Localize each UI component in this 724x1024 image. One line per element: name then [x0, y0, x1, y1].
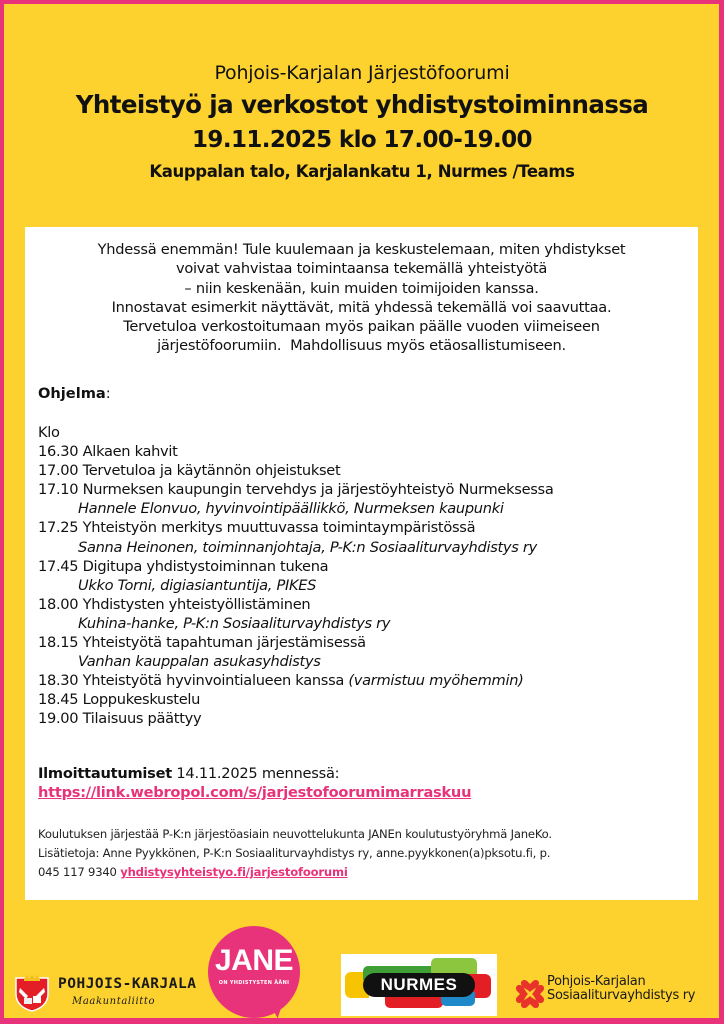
item-title: Yhteistyön merkitys muuttuvassa toimintaympäristössä: [82, 519, 476, 537]
item-time: 18.30: [38, 672, 79, 690]
item-title: Tervetuloa ja käytännön ohjeistukset: [82, 462, 341, 480]
event-datetime: 19.11.2025 klo 17.00-19.00: [192, 127, 532, 153]
item-time: 17.00: [38, 462, 79, 480]
intro-line: voivat vahvistaa toimintaansa tekemällä yhteistyötä: [175, 260, 548, 278]
item-speaker: Hannele Elonvuo, hyvinvointipäällikkö, Nurmeksen kaupunki: [78, 500, 504, 518]
intro-line: – niin keskenään, kuin muiden toimijoiden kanssa.: [184, 279, 539, 297]
nurmes-logo: [341, 954, 497, 1016]
program-item: [38, 633, 693, 652]
pks-logo-line2: Sosiaaliturvayhdistys ry: [547, 988, 696, 1003]
program-heading-colon: :: [105, 385, 111, 402]
intro-text: [25, 240, 698, 356]
pk-logo-subtitle: Maakuntaliitto: [72, 996, 156, 1007]
registration-deadline: 14.11.2025 mennessä:: [176, 765, 340, 782]
item-title: Yhteistyötä tapahtuman järjestämisessä: [82, 634, 366, 652]
coat-of-arms-icon: [14, 974, 50, 1012]
item-title: Yhdistysten yhteistyöllistäminen: [82, 595, 311, 613]
item-note: (varmistuu myöhemmin): [348, 672, 524, 690]
program-item: [38, 461, 693, 480]
event-title: Yhteistyö ja verkostot yhdistystoiminnassa: [75, 90, 649, 119]
program-time-label: Klo: [38, 424, 60, 441]
jane-logo-tagline: ON YHDISTYSTEN ÄÄNI: [218, 980, 290, 986]
contact-info: Lisätietoja: Anne Pyykkönen, P-K:n Sosiaaliturvayhdistys ry, anne.pyykkonen(a)pksotu.fi, p.: [38, 846, 551, 861]
intro-line: Yhdessä enemmän! Tule kuulemaan ja keskustelemaan, miten yhdistykset: [97, 241, 626, 258]
footer-info: [38, 825, 693, 883]
item-time: 18.00: [38, 595, 79, 613]
item-title: Alkaen kahvit: [82, 443, 178, 461]
program-item: [38, 709, 693, 728]
nurmes-logo-word: NURMES: [363, 973, 475, 997]
intro-line: järjestöfoorumiin. Mahdollisuus myös etäosallistumiseen.: [157, 337, 566, 355]
item-speaker: Kuhina-hanke, P-K:n Sosiaaliturvayhdistys ry: [78, 614, 391, 632]
pks-logo-line1: Pohjois-Karjalan: [547, 974, 646, 989]
organizer: Pohjois-Karjalan Järjestöfoorumi: [214, 62, 510, 84]
item-title: Tilaisuus päättyy: [82, 710, 202, 728]
info-link[interactable]: yhdistysyhteistyo.fi/jarjestofoorumi: [120, 865, 348, 880]
program-item: [38, 595, 693, 614]
intro-line: Innostavat esimerkit näyttävät, mitä yhdessä tekemällä voi saavuttaa.: [111, 298, 612, 316]
item-time: 17.25: [38, 519, 79, 537]
program-list: [38, 423, 693, 729]
organizer-note: Koulutuksen järjestää P-K:n järjestöasiain neuvottelukunta JANEn koulutustyöryhmä JaneKo.: [38, 827, 552, 841]
program-item: [38, 690, 693, 709]
item-time: 17.10: [38, 481, 79, 499]
event-location: Kauppalan talo, Karjalankatu 1, Nurmes /Teams: [149, 162, 575, 181]
item-time: 18.45: [38, 691, 79, 709]
content-panel: [25, 227, 698, 900]
sosiaaliturvayhdistys-logo: [515, 974, 715, 1014]
intro-line: Tervetuloa verkostoitumaan myös paikan päälle vuoden viimeiseen: [123, 318, 600, 336]
hearts-cross-icon: [515, 979, 545, 1009]
jane-logo: [208, 926, 300, 1020]
registration: [38, 764, 471, 802]
pk-logo-name: POHJOIS-KARJALA: [58, 976, 197, 992]
item-title: Yhteistyötä hyvinvointialueen kanssa: [82, 672, 345, 690]
program-item: [38, 442, 693, 461]
item-title: Digitupa yhdistystoiminnan tukena: [82, 557, 329, 575]
registration-link[interactable]: https://link.webropol.com/s/jarjestofoorumimarraskuu: [38, 784, 472, 801]
item-time: 16.30: [38, 443, 79, 461]
program-item: [38, 518, 693, 537]
registration-label: Ilmoittautumiset: [38, 765, 172, 782]
pks-logo-text: [547, 975, 695, 1003]
jane-logo-word: JANE: [214, 944, 294, 977]
item-time: 18.15: [38, 634, 79, 652]
speech-bubble-tail: [269, 999, 288, 1020]
item-title: Nurmeksen kaupungin tervehdys ja järjestöyhteistyö Nurmeksessa: [82, 481, 554, 499]
item-speaker: Vanhan kauppalan asukasyhdistys: [78, 653, 321, 671]
item-speaker: Sanna Heinonen, toiminnanjohtaja, P-K:n Sosiaaliturvayhdistys ry: [78, 538, 537, 556]
program-item: [38, 671, 693, 690]
program-item: [38, 557, 693, 576]
contact-phone: 045 117 9340: [38, 865, 117, 880]
program-heading-label: Ohjelma: [38, 385, 106, 402]
program-heading: [38, 385, 111, 402]
pohjois-karjala-logo: [14, 972, 204, 1012]
item-speaker: Ukko Torni, digiasiantuntija, PIKES: [78, 576, 317, 594]
item-time: 17.45: [38, 557, 79, 575]
header: [0, 62, 724, 181]
program-item: [38, 480, 693, 499]
item-title: Loppukeskustelu: [82, 691, 201, 709]
item-time: 19.00: [38, 710, 79, 728]
